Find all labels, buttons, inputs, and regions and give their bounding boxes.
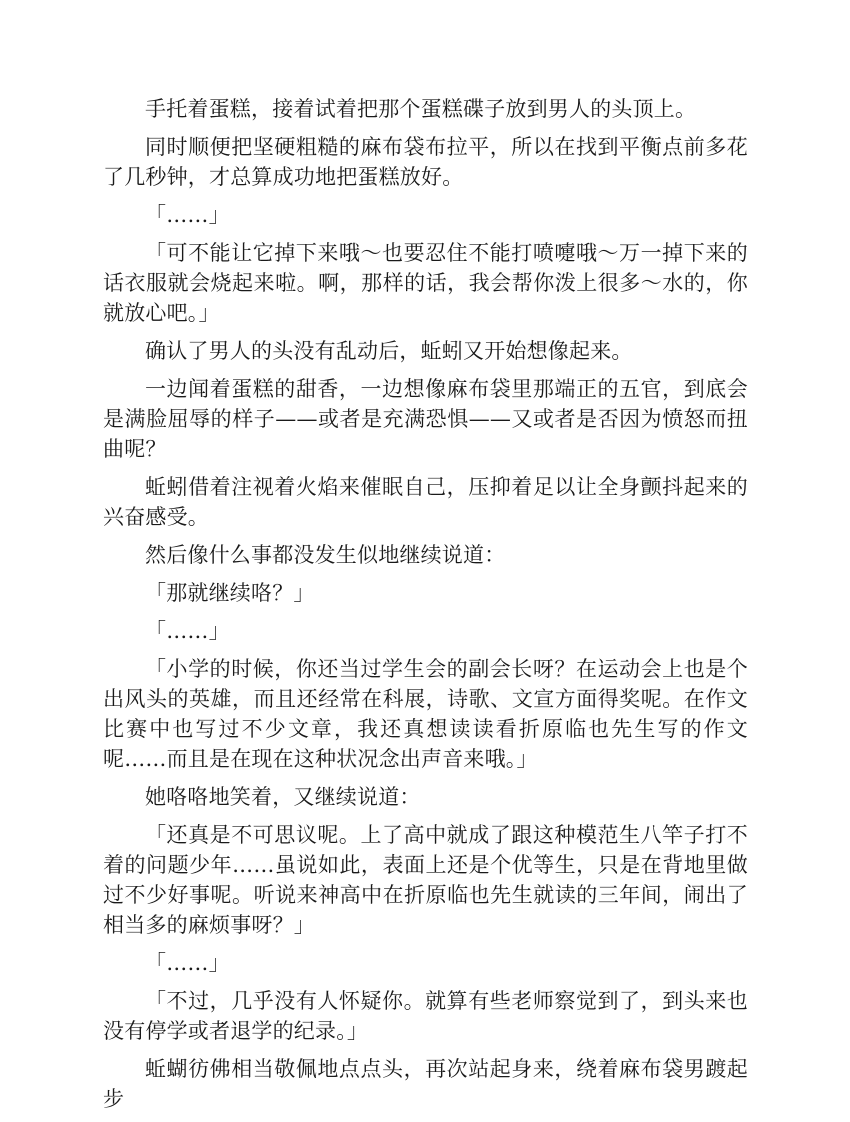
document-page <box>103 94 748 1122</box>
paragraph: 手托着蛋糕，接着试着把那个蛋糕碟子放到男人的头顶上。 <box>145 97 697 121</box>
paragraph: 「可不能让它掉下来哦～也要忍住不能打喷嚏哦～万一掉下来的话衣服就会烧起来啦。啊，那样的话，我会帮你泼上很多～水的，你就放心吧。」 <box>103 241 748 325</box>
paragraph: 「……」 <box>145 619 230 643</box>
paragraph: 蚯蝴彷佛相当敬佩地点点头，再次站起身来，绕着麻布袋男踱起步 <box>103 1057 748 1111</box>
paragraph: 「那就继续咯？」 <box>145 581 315 605</box>
paragraph: 一边闻着蛋糕的甜香，一边想像麻布袋里那端正的五官，到底会是满脸屈辱的样子——或者是充满恐惧——又或者是否因为愤怒而扭曲呢？ <box>103 377 748 461</box>
paragraph: 她咯咯地笑着，又继续说道： <box>145 785 421 809</box>
paragraph: 「不过，几乎没有人怀疑你。就算有些老师察觉到了，到头来也没有停学或者退学的纪录。」 <box>103 989 748 1043</box>
paragraph: 「还真是不可思议呢。上了高中就成了跟这种模范生八竿子打不着的问题少年……虽说如此，表面上还是个优等生，只是在背地里做过不少好事呢。听说来神高中在折原临也先生就读的三年间，闹出了相当多的麻烦事呀？」 <box>103 823 748 937</box>
paragraph: 然后像什么事都没发生似地继续说道： <box>145 543 506 567</box>
paragraph: 「……」 <box>145 203 230 227</box>
paragraph: 「……」 <box>145 951 230 975</box>
paragraph: 同时顺便把坚硬粗糙的麻布袋布拉平，所以在找到平衡点前多花了几秒钟，才总算成功地把蛋糕放好。 <box>103 135 748 189</box>
paragraph: 确认了男人的头没有乱动后，蚯蚓又开始想像起来。 <box>145 339 633 363</box>
paragraph: 「小学的时候，你还当过学生会的副会长呀？在运动会上也是个出风头的英雄，而且还经常在科展，诗歌、文宣方面得奖呢。在作文比赛中也写过不少文章，我还真想读读看折原临也先生写的作文呢……而且是在现在这种状况念出声音来哦。」 <box>103 657 748 771</box>
paragraph: 蚯蚓借着注视着火焰来催眠自己，压抑着足以让全身颤抖起来的兴奋感受。 <box>103 475 748 529</box>
